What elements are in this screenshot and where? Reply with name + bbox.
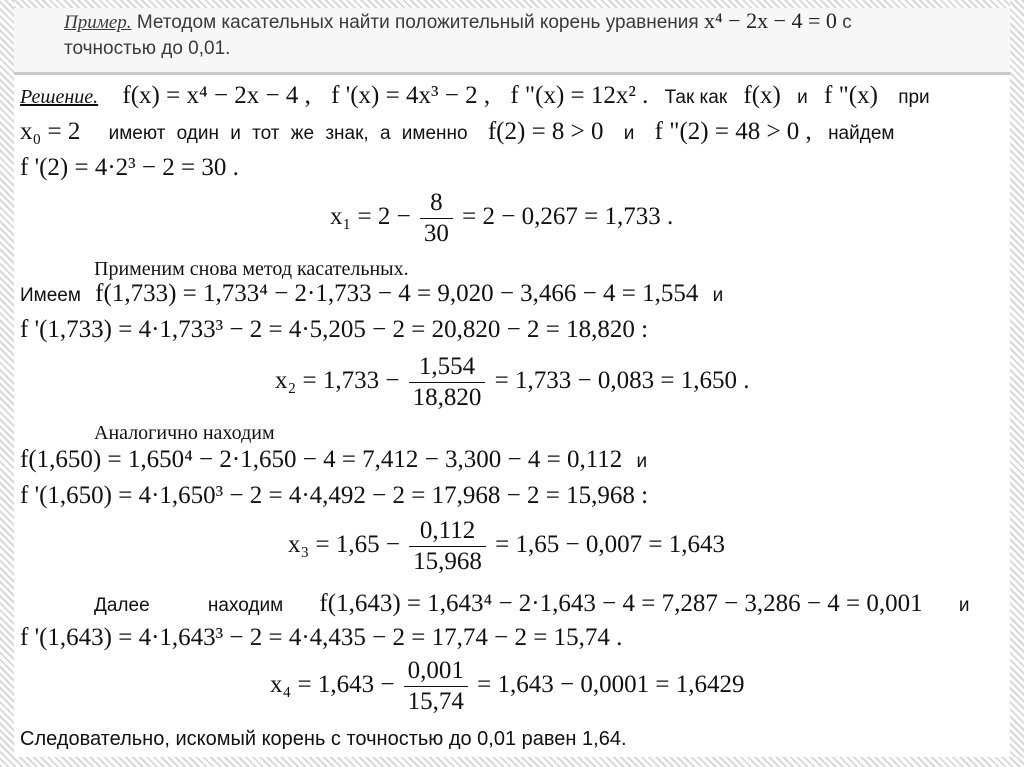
x3-rhs: = 1,65 − 0,007 = 1,643	[495, 531, 725, 559]
x4-lhs: x₄ = 1,643 −	[270, 671, 395, 699]
solution-line-3	[20, 154, 239, 182]
x1-fraction	[420, 188, 453, 249]
initial-point: x₀ = 2	[20, 118, 81, 145]
x1-numerator: 8	[420, 188, 453, 219]
problem-accuracy: точностью до 0,01.	[64, 38, 231, 59]
have-and: и	[712, 285, 724, 306]
problem-text-tail: с	[842, 12, 852, 33]
x1-rhs: = 2 − 0,267 = 1,733 .	[462, 203, 674, 231]
iteration-2	[275, 352, 749, 413]
f1-at-1650: f '(1,650) = 4·1,650³ − 2 = 4·4,492 − 2 = 17,968 − 2 = 15,968 :	[20, 482, 649, 509]
similar-line	[94, 418, 275, 446]
solution-line-1	[20, 82, 930, 110]
apply-again-line	[94, 254, 409, 282]
x2-fraction	[409, 352, 486, 413]
x2-numerator: 1,554	[409, 352, 486, 383]
conclusion-line	[20, 724, 627, 752]
f-at-1643: f(1,643) = 1,643⁴ − 2·1,643 − 4 = 7,287 − 3,286 − 4 = 0,001	[319, 590, 923, 617]
apply-again-text: Применим снова метод касательных.	[94, 258, 409, 280]
frame-right	[1010, 0, 1024, 767]
problem-statement	[64, 8, 964, 62]
x2-rhs: = 1,733 − 0,083 = 1,650 .	[494, 367, 750, 395]
have-line-2	[20, 316, 648, 344]
x3-numerator: 0,112	[409, 516, 486, 547]
f1-at-1733: f '(1,733) = 4·1,733³ − 2 = 4·5,205 − 2 = 20,820 − 2 = 18,820 :	[20, 316, 649, 343]
text-since: Так как	[664, 87, 728, 108]
f1-at-1643: f '(1,643) = 4·1,643³ − 2 = 4·4,435 − 2 = 17,74 − 2 = 15,74 .	[20, 624, 623, 651]
function-definition: f(x) = x⁴ − 2x − 4 ,	[122, 82, 311, 109]
x3-denominator: 15,968	[413, 548, 482, 575]
second-derivative: f "(x) = 12x² .	[510, 82, 649, 109]
text-and: и	[797, 87, 808, 108]
iteration-4	[270, 656, 744, 717]
solution-label: Решение.	[20, 86, 99, 108]
frame-bottom	[0, 757, 1024, 767]
f1-at-2: f '(2) = 4·2³ − 2 = 30 .	[20, 154, 239, 181]
fx-ref: f(x)	[743, 82, 781, 109]
similar-text: Аналогично находим	[94, 422, 275, 444]
conclusion-text: Следовательно, искомый корень с точностью до 0,01 равен 1,64.	[20, 728, 627, 750]
problem-text: Методом касательных найти положительный корень уравнения	[136, 12, 699, 33]
header-divider	[14, 72, 1010, 75]
have3-line-2	[20, 482, 648, 510]
f-at-2: f(2) = 8 > 0	[487, 118, 604, 145]
have4-line-2	[20, 624, 622, 652]
f-at-1650: f(1,650) = 1,650⁴ − 2·1,650 − 4 = 7,412 − 3,300 − 4 = 0,112	[20, 446, 623, 473]
iteration-3	[288, 516, 725, 577]
x1-denominator: 30	[423, 220, 449, 247]
frame-top	[0, 0, 1024, 8]
x4-numerator: 0,001	[404, 656, 468, 687]
x2-lhs: x₂ = 1,733 −	[275, 367, 400, 395]
text-same-sign: имеют один и тот же знак, а именно	[108, 123, 468, 144]
iteration-1	[330, 188, 673, 249]
text-and-2: и	[623, 123, 635, 144]
text-find: найдем	[828, 123, 895, 144]
x4-denominator: 15,74	[407, 688, 464, 715]
example-label: Пример.	[64, 12, 132, 33]
have4-and: и	[958, 595, 970, 616]
x3-lhs: x₃ = 1,65 −	[288, 531, 400, 559]
have-label: Имеем	[20, 285, 81, 306]
problem-equation: x⁴ − 2x − 4 = 0	[704, 8, 837, 33]
solution-line-2	[20, 118, 894, 146]
have3-and: и	[636, 451, 648, 472]
f-at-1733: f(1,733) = 1,733⁴ − 2·1,733 − 4 = 9,020 − 3,466 − 4 = 1,554	[95, 280, 699, 307]
f2-at-2: f "(2) = 48 > 0 ,	[654, 118, 812, 145]
have4-line-1	[94, 590, 970, 618]
have-line-1	[20, 280, 723, 308]
first-derivative: f '(x) = 4x³ − 2 ,	[331, 82, 491, 109]
text-at: при	[898, 87, 930, 108]
f2x-ref: f "(x)	[824, 82, 878, 109]
x4-fraction	[404, 656, 468, 717]
have4-label-2: находим	[207, 595, 284, 616]
x4-rhs: = 1,643 − 0,0001 = 1,6429	[477, 671, 745, 699]
x2-denominator: 18,820	[412, 384, 482, 411]
frame-left	[0, 0, 14, 767]
x3-fraction	[409, 516, 486, 577]
have3-line-1	[20, 446, 647, 474]
x1-lhs: x₁ = 2 −	[330, 203, 411, 231]
have4-label: Далее	[94, 595, 150, 616]
